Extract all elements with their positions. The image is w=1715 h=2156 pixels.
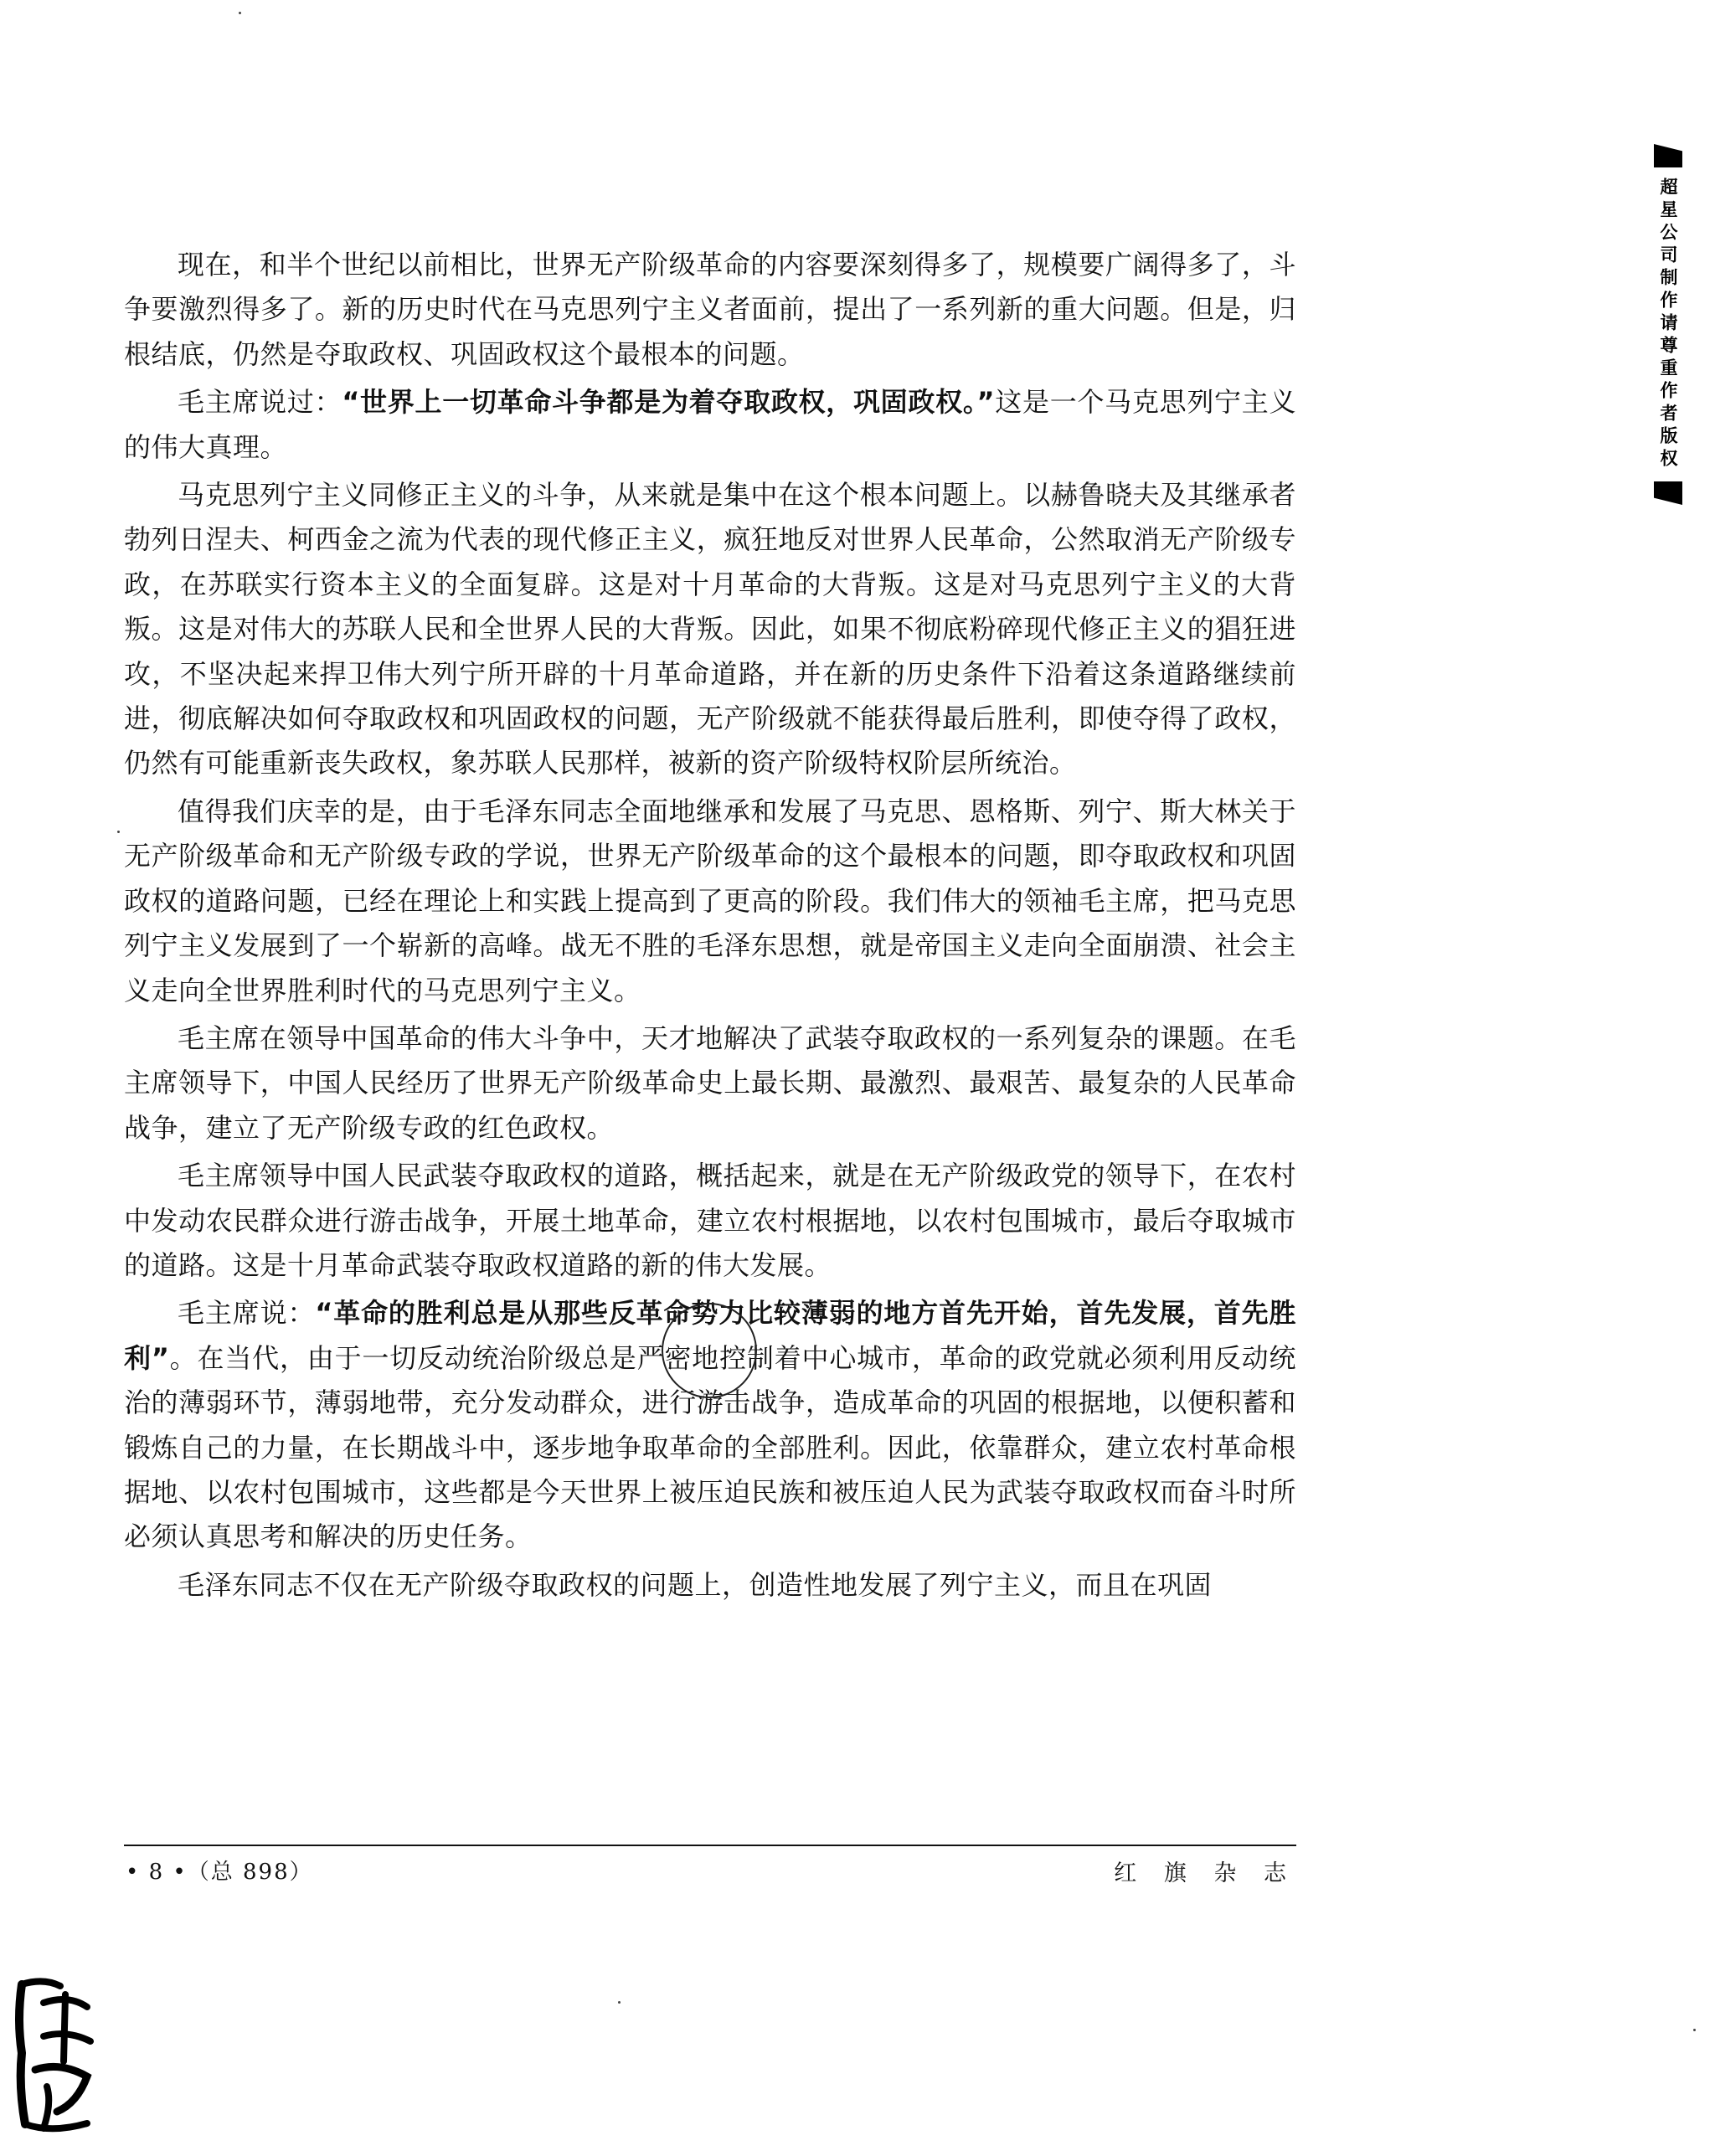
copyright-notice: 超星公司制作请尊重作者版权 (1658, 178, 1678, 471)
paragraph-2-rest: 这是一个马克思列宁主义的伟大真理。 (124, 386, 1296, 463)
scan-speck (239, 12, 241, 14)
paragraph-5: 毛主席在领导中国革命的伟大斗争中，天才地解决了武装夺取政权的一系列复杂的课题。在毛主席领导下，中国人民经历了世界无产阶级革命史上最长期、最激烈、最艰苦、最复杂的人民革命战争，建立了无产阶级专政的红色政权。 (124, 1021, 1296, 1144)
paragraph-3: 马克思列宁主义同修正主义的斗争，从来就是集中在这个根本问题上。以赫鲁晓夫及其继承者勃列日涅夫、柯西金之流为代表的现代修正主义，疯狂地反对世界人民革命，公然取消无产阶级专政，在苏联实行资本主义的全面复辟。这是对十月革命的大背叛。这是对马克思列宁主义的大背叛。这是对伟大的苏联人民和全世界人民的大背叛。因此，如果不彻底粉碎现代修正主义的猖狂进攻，不坚决起来捍卫伟大列宁所开辟的十月革命道路，并在新的历史条件下沿着这条道路继续前进，彻底解决如何夺取政权和巩固政权的问题，无产阶级就不能获得最后胜利，即使夺得了政权，仍然有可能重新丧失政权，象苏联人民那样，被新的资产阶级特权阶层所统治。 (124, 479, 1296, 780)
page-number: • 8 •（总 898） (126, 1860, 313, 1885)
scan-speck (1693, 2029, 1696, 2031)
scan-speck (618, 2001, 621, 2004)
banner-top-bar (1654, 144, 1682, 167)
paragraph-1: 现在，和半个世纪以前相比，世界无产阶级革命的内容要深刻得多了，规模要广阔得多了，斗争要激烈得多了。新的历史时代在马克思列宁主义者面前，提出了一系列新的重大问题。但是，归根结底，仍然是夺取政权、巩固政权这个最根本的问题。 (124, 249, 1296, 370)
paragraph-6: 毛主席领导中国人民武装夺取政权的道路，概括起来，就是在无产阶级政党的领导下，在农村中发动农民群众进行游击战争，开展土地革命，建立农村根据地，以农村包围城市，最后夺取城市的道路。这是十月革命武装夺取政权道路的新的伟大发展。 (124, 1160, 1296, 1281)
paragraph-4: 值得我们庆幸的是，由于毛泽东同志全面地继承和发展了马克思、恩格斯、列宁、斯大林关于无产阶级革命和无产阶级专政的学说，世界无产阶级革命的这个最根本的问题，即夺取政权和巩固政权的道路问题，已经在理论上和实践上提高到了更高的阶段。我们伟大的领袖毛主席，把马克思列宁主义发展到了一个崭新的高峰。战无不胜的毛泽东思想，就是帝国主义走向全面崩溃、社会主义走向全世界胜利时代的马克思列宁主义。 (124, 795, 1296, 1006)
mao-quote-2: “革命的胜利总是从那些反革命势力比较薄弱的地方首先开始，首先发展，首先胜利” (124, 1297, 1296, 1374)
mao-quote-1: “世界上一切革命斗争都是为着夺取政权，巩固政权。” (342, 386, 996, 419)
seal-stamp-icon (10, 1969, 102, 2137)
journal-name: 红 旗 杂 志 (1114, 1860, 1296, 1886)
article-body (124, 243, 1296, 1611)
circle-annotation (662, 1303, 757, 1398)
paragraph-8: 毛泽东同志不仅在无产阶级夺取政权的问题上，创造性地发展了列宁主义，而且在巩固 (178, 1568, 1213, 1601)
banner-bottom-bar (1654, 481, 1682, 505)
footer-divider (124, 1845, 1296, 1846)
paragraph-2 (124, 380, 1296, 470)
copyright-banner (1654, 144, 1682, 505)
scan-speck (117, 831, 120, 833)
paragraph-7-lead: 毛主席说： (178, 1297, 316, 1330)
paragraph-2-lead: 毛主席说过： (178, 386, 342, 419)
paragraph-7-rest: 。在当代，由于一切反动统治阶级总是严密地控制着中心城市，革命的政党就必须利用反动统治的薄弱环节，薄弱地带，充分发动群众，进行游击战争，造成革命的巩固的根据地，以便积蓄和锻炼自己的力量，在长期战斗中，逐步地争取革命的全部胜利。因此，依靠群众，建立农村革命根据地、以农村包围城市，这些都是今天世界上被压迫民族和被压迫人民为武装夺取政权而奋斗时所必须认真思考和解决的历史任务。 (124, 1341, 1296, 1553)
